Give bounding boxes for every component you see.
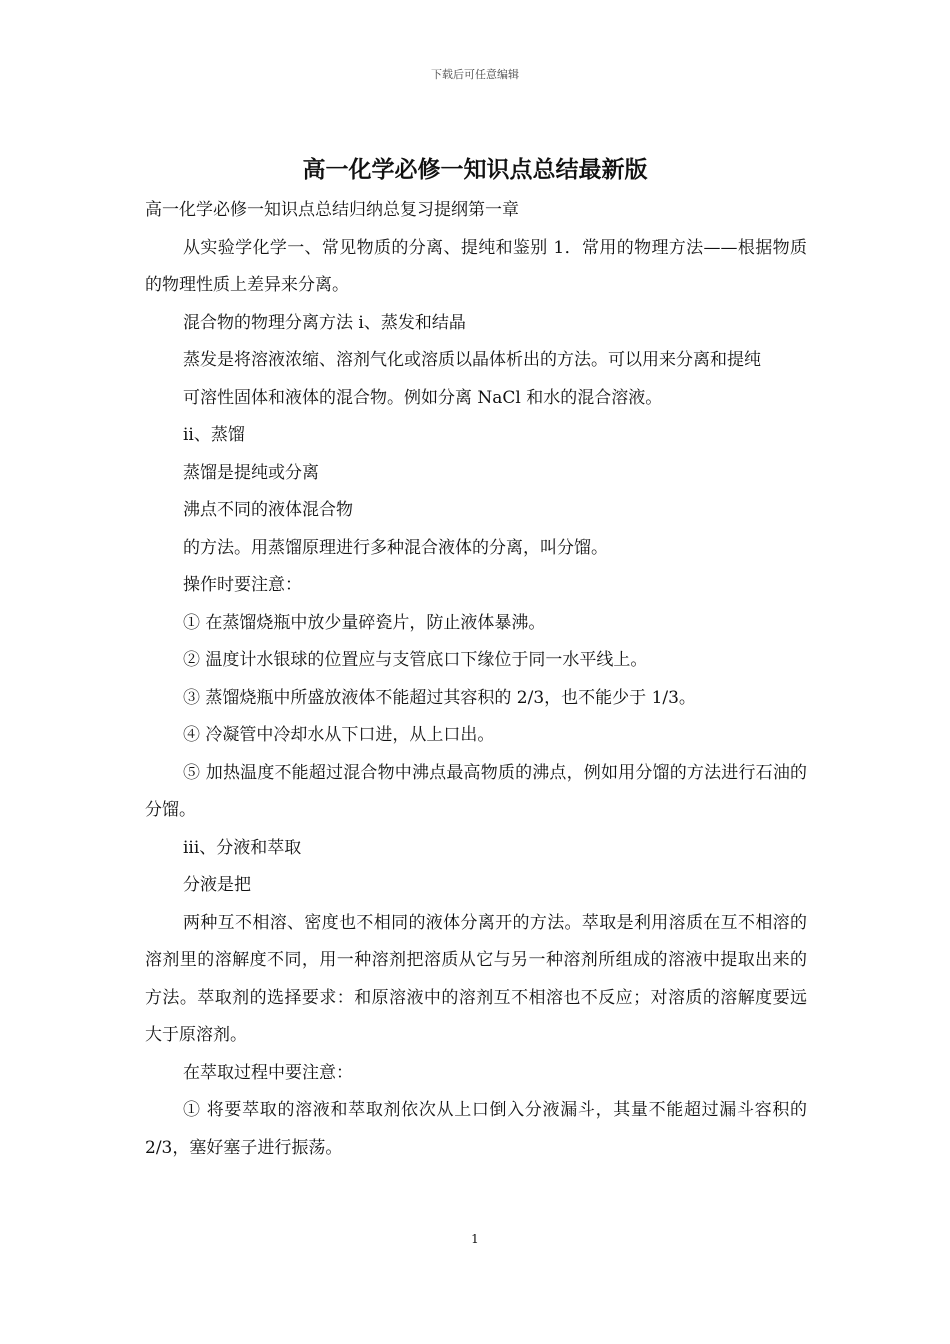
list-item: ① 将要萃取的溶液和萃取剂依次从上口倒入分液漏斗，其量不能超过漏斗容积的 2/3，塞好塞子进行振荡。 [145, 1100, 807, 1158]
paragraph: 高一化学必修一知识点总结归纳总复习提纲第一章 [145, 200, 519, 220]
paragraph: ii、蒸馏 [183, 425, 245, 445]
paragraph: 的方法。用蒸馏原理进行多种混合液体的分离，叫分馏。 [183, 537, 608, 558]
page-header: 下载后可任意编辑 [431, 68, 519, 81]
document-title: 高一化学必修一知识点总结最新版 [302, 156, 648, 183]
paragraph: 可溶性固体和液体的混合物。例如分离 NaCl 和水的混合溶液。 [183, 387, 663, 408]
paragraph: 沸点不同的液体混合物 [183, 500, 353, 520]
paragraph: 混合物的物理分离方法 i、蒸发和结晶 [183, 312, 466, 333]
paragraph: 从实验学化学一、常见物质的分离、提纯和鉴别 1．常用的物理方法——根据物质的物理性质上差异来分离。 [145, 237, 807, 295]
list-item: ③ 蒸馏烧瓶中所盛放液体不能超过其容积的 2/3，也不能少于 1/3。 [183, 687, 696, 708]
list-item: ① 在蒸馏烧瓶中放少量碎瓷片，防止液体暴沸。 [183, 612, 546, 633]
list-item: ④ 冷凝管中冷却水从下口进，从上口出。 [183, 725, 495, 745]
paragraph: 操作时要注意： [183, 575, 302, 595]
paragraph: 两种互不相溶、密度也不相同的液体分离开的方法。萃取是利用溶质在互不相溶的溶剂里的溶解度不同，用一种溶剂把溶质从它与另一种溶剂所组成的溶液中提取出来的方法。萃取剂的选择要求：和原溶液中的溶剂互不相溶也不反应；对溶质的溶解度要远大于原溶剂。 [145, 912, 807, 1045]
paragraph: 在萃取过程中要注意： [183, 1062, 353, 1083]
paragraph: 分液是把 [183, 875, 251, 895]
paragraph: iii、分液和萃取 [183, 837, 302, 858]
paragraph: 蒸发是将溶液浓缩、溶剂气化或溶质以晶体析出的方法。可以用来分离和提纯 [183, 350, 761, 370]
list-item: ⑤ 加热温度不能超过混合物中沸点最高物质的沸点，例如用分馏的方法进行石油的分馏。 [145, 762, 807, 820]
document-body [145, 192, 807, 1167]
paragraph: 蒸馏是提纯或分离 [183, 462, 319, 483]
page-number: 1 [471, 1232, 479, 1246]
list-item: ② 温度计水银球的位置应与支管底口下缘位于同一水平线上。 [183, 650, 648, 670]
